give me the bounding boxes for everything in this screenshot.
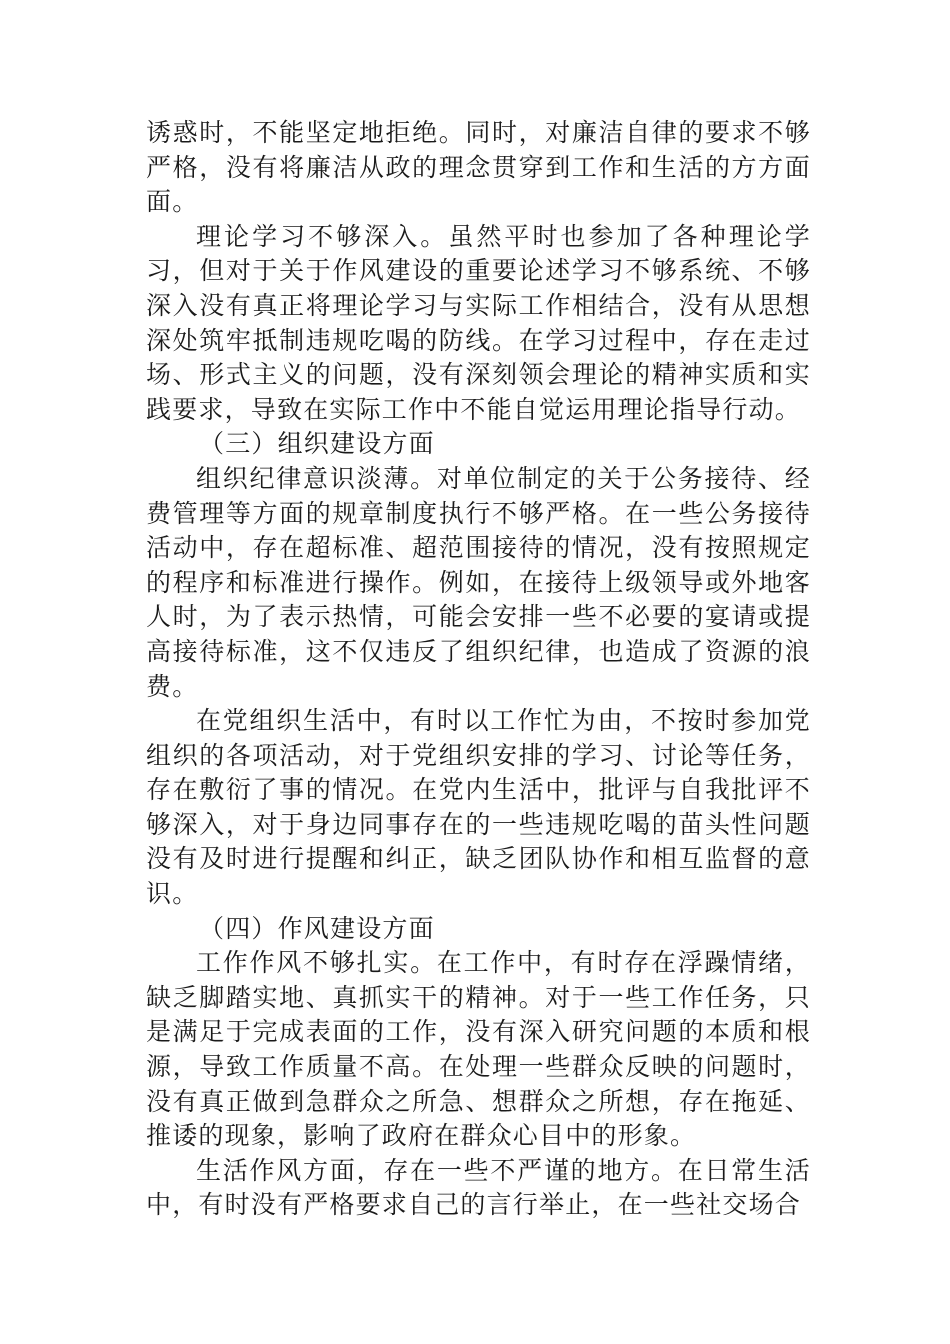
section-heading-organization: （三）组织建设方面 <box>199 429 435 459</box>
paragraph-life-style: 生活作风方面，存在一些不严谨的地方。在日常生活中，有时没有严格要求自己的言行举止，在一些社交场合 <box>146 1155 811 1220</box>
paragraph-work-style: 工作作风不够扎实。在工作中，有时存在浮躁情绪，缺乏脚踏实地、真抓实干的精神。对于一些工作任务，只是满足于完成表面的工作，没有深入研究问题的本质和根源，导致工作质量不高。在处理一些群众反映的问题时，没有真正做到急群众之所急、想群众之所想，存在拖延、推诿的现象，影响了政府在群众心目中的形象。 <box>146 948 811 1151</box>
paragraph-party-life: 在党组织生活中，有时以工作忙为由，不按时参加党组织的各项活动，对于党组织安排的学习、讨论等任务，存在敷衍了事的情况。在党内生活中，批评与自我批评不够深入，对于身边同事存在的一些违规吃喝的苗头性问题没有及时进行提醒和纠正，缺乏团队协作和相互监督的意识。 <box>146 706 811 909</box>
document-body <box>146 116 811 1223</box>
paragraph-org-discipline: 组织纪律意识淡薄。对单位制定的关于公务接待、经费管理等方面的规章制度执行不够严格。在一些公务接待活动中，存在超标准、超范围接待的情况，没有按照规定的程序和标准进行操作。例如，在接待上级领导或外地客人时，为了表示热情，可能会安排一些不必要的宴请或提高接待标准，这不仅违反了组织纪律，也造成了资源的浪费。 <box>146 463 811 701</box>
section-heading-work-style: （四）作风建设方面 <box>199 913 435 943</box>
paragraph-theory-study: 理论学习不够深入。虽然平时也参加了各种理论学习，但对于关于作风建设的重要论述学习不够系统、不够深入没有真正将理论学习与实际工作相结合，没有从思想深处筑牢抵制违规吃喝的防线。在学习过程中，存在走过场、形式主义的问题，没有深刻领会理论的精神实质和实践要求，导致在实际工作中不能自觉运用理论指导行动。 <box>146 221 811 424</box>
paragraph-continued: 诱惑时，不能坚定地拒绝。同时，对廉洁自律的要求不够严格，没有将廉洁从政的理念贯穿到工作和生活的方方面面。 <box>146 118 811 217</box>
